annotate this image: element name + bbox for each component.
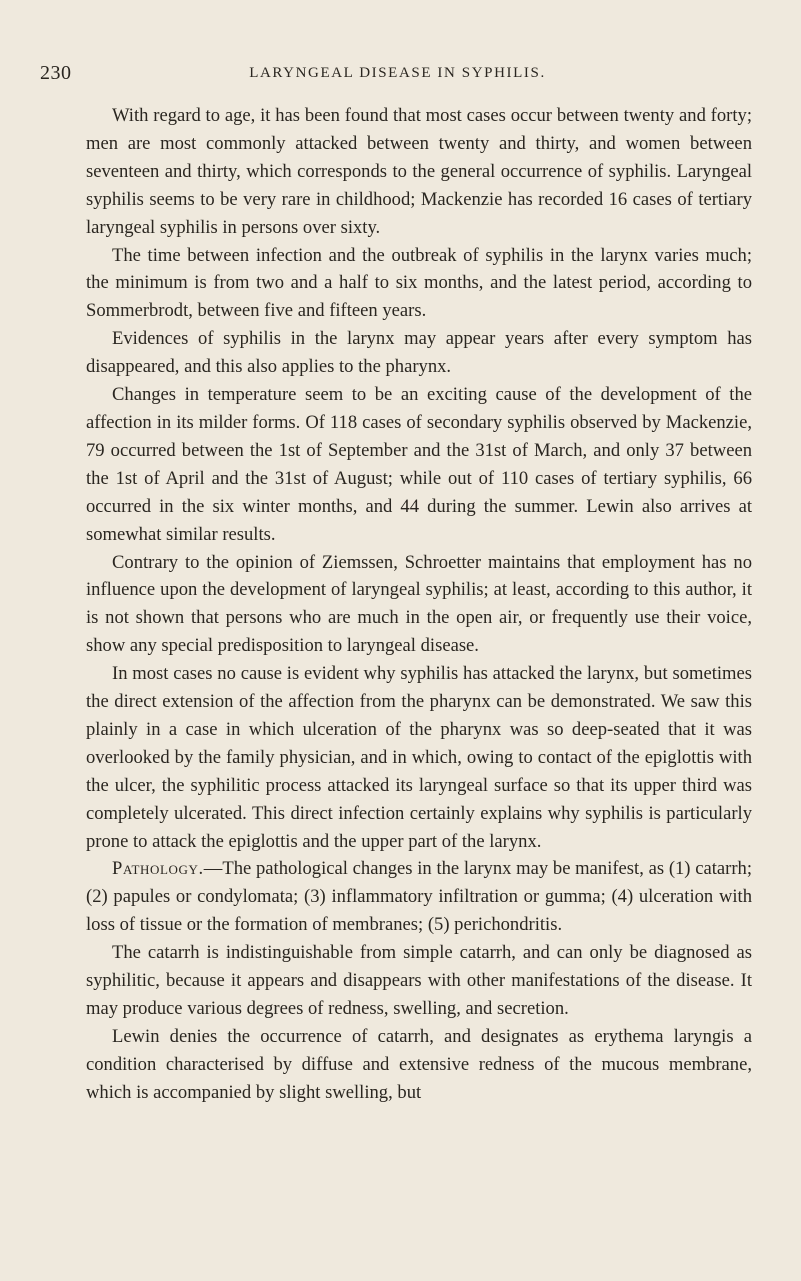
- running-title: LARYNGEAL DISEASE IN SYPHILIS.: [249, 65, 546, 81]
- paragraph-age: With regard to age, it has been found that most cases occur between twenty and forty; men are most commonly attacked between twenty and thirty, and women between seventeen and thirty, which corresponds to the general occurrence of syphilis. Laryngeal syphilis seems to be very rare in childhood; Mackenzie has recorded 16 cases of tertiary laryngeal syphilis in persons over sixty.: [86, 105, 752, 238]
- paragraph-lewin: Lewin denies the occurrence of catarrh, and designates as erythema laryngis a condition characterised by diffuse and extensive redness of the mucous membrane, which is accompanied by slight swelling, but: [86, 1025, 752, 1103]
- paragraph-catarrh: The catarrh is indistinguishable from simple catarrh, and can only be diagnosed as syphilitic, because it appears and disappears with other manifestations of the disease. It may produce various degrees of redness, swelling, and secretion.: [86, 942, 752, 1019]
- paragraph-time-infection: The time between infection and the outbreak of syphilis in the larynx varies much; the minimum is from two and a half to six months, and the latest period, according to Sommerbrodt, between five and fifteen years.: [86, 244, 752, 322]
- pathology-heading: Pathology.: [112, 858, 204, 880]
- page-number: 230: [40, 62, 72, 84]
- paragraph-employment: Contrary to the opinion of Ziemssen, Schroetter maintains that employment has no influence upon the development of laryngeal syphilis; at least, according to this author, it is not shown that persons who are much in the open air, or frequently use their voice, show any special predisposition to laryngeal disease.: [86, 551, 752, 657]
- paragraph-pathology: [86, 855, 752, 939]
- page-header: [40, 62, 755, 90]
- body-text: [86, 102, 752, 1107]
- paragraph-evidences: Evidences of syphilis in the larynx may appear years after every symptom has disappeared, and this also applies to the pharynx.: [86, 328, 752, 378]
- pathology-text: —The pathological changes in the larynx may be manifest, as (1) catarrh; (2) papules or condylomata; (3) inflammatory infiltration or gumma; (4) ulceration with loss of tissue or the formation of membranes; (5) perichondritis.: [86, 858, 752, 936]
- paragraph-direct-extension: In most cases no cause is evident why syphilis has attacked the larynx, but sometimes the direct extension of the affection from the pharynx can be demonstrated. We saw this plainly in a case in which ulceration of the pharynx was so deep-seated that it was overlooked by the family physician, and in which, owing to contact of the epiglottis with the ulcer, the syphilitic process attacked its laryngeal surface so that its upper third was completely ulcerated. This direct infection certainly explains why syphilis is particularly prone to attack the epiglottis and the upper part of the larynx.: [86, 663, 752, 852]
- paragraph-temperature: Changes in temperature seem to be an exciting cause of the development of the affection in its milder forms. Of 118 cases of secondary syphilis observed by Mackenzie, 79 occurred between the 1st of September and the 31st of March, and only 37 between the 1st of April and the 31st of August; while out of 110 cases of tertiary syphilis, 66 occurred in the six winter months, and 44 during the summer. Lewin also arrives at somewhat similar results.: [86, 384, 752, 545]
